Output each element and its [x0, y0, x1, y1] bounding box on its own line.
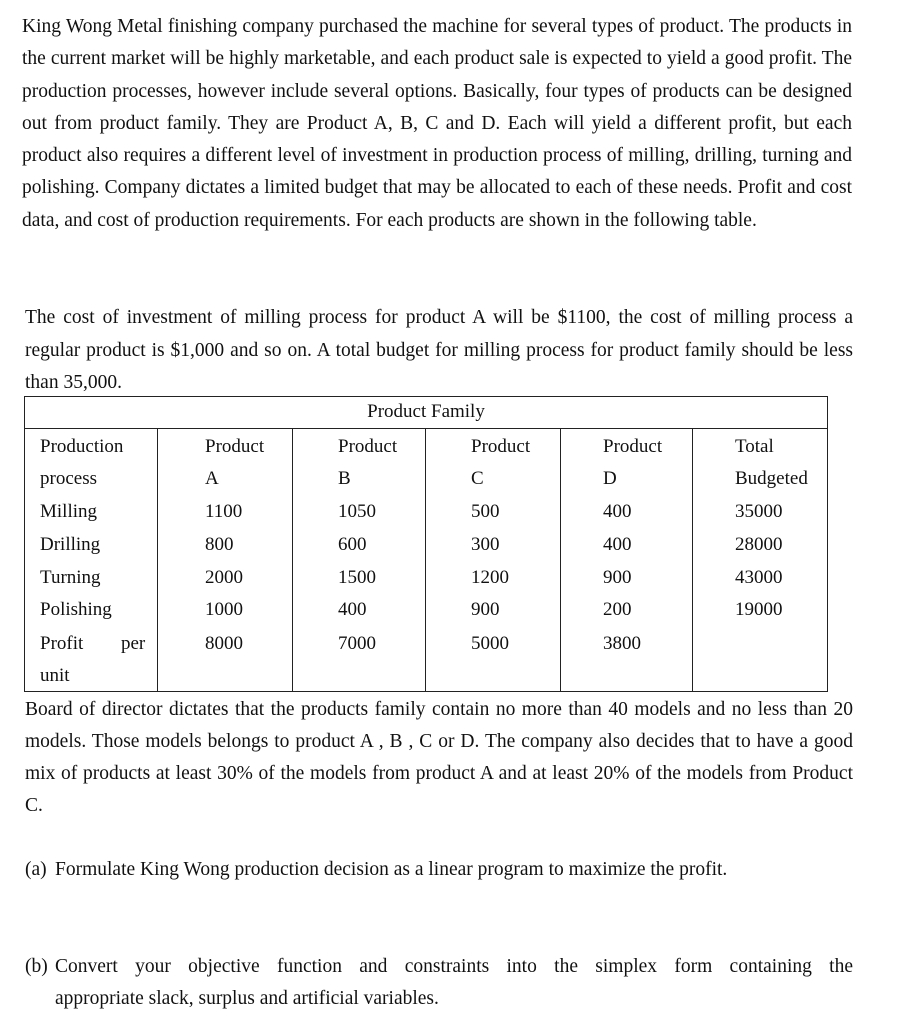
header-product-d-label: Product [603, 436, 663, 457]
cell-milling-a: 1100 [205, 501, 243, 522]
cell-polishing-b: 400 [338, 599, 367, 620]
cell-milling-b: 1050 [338, 501, 376, 522]
cell-milling-total: 35000 [735, 501, 783, 522]
header-total: Total [735, 436, 774, 457]
cell-drilling-c: 300 [471, 534, 500, 555]
header-product-c-label: Product [471, 436, 531, 457]
cell-polishing-a: 1000 [205, 599, 243, 620]
cell-drilling-d: 400 [603, 534, 632, 555]
cell-profit-a: 8000 [205, 633, 243, 654]
question-b-tag: (b) [25, 956, 48, 977]
table-group-header: Product Family [367, 401, 485, 422]
cell-polishing-c: 900 [471, 599, 500, 620]
row-label-milling: Milling [40, 501, 98, 522]
question-a [25, 854, 853, 886]
cell-drilling-a: 800 [205, 534, 234, 555]
cell-turning-b: 1500 [338, 567, 376, 588]
cell-turning-total: 43000 [735, 567, 783, 588]
header-product-a-label: Product [205, 436, 265, 457]
cell-drilling-total: 28000 [735, 534, 783, 555]
row-label-polishing: Polishing [40, 599, 112, 620]
header-product-b-label: Product [338, 436, 398, 457]
cost-note-paragraph: The cost of investment of milling process for product A will be $1100, the cost of milling process a regular product is $1,000 and so on. A total budget for milling process for product family should be less than 35,000. [25, 307, 853, 393]
question-b [25, 951, 853, 1015]
cell-turning-c: 1200 [471, 567, 509, 588]
header-production: Production [40, 436, 124, 457]
header-process: process [40, 468, 97, 489]
cell-polishing-d: 200 [603, 599, 632, 620]
header-budgeted: Budgeted [735, 468, 808, 489]
cell-profit-c: 5000 [471, 633, 509, 654]
cell-drilling-b: 600 [338, 534, 367, 555]
row-label-per: per [121, 633, 146, 654]
header-product-b: B [338, 468, 351, 489]
row-label-unit: unit [40, 665, 70, 686]
row-label-profit: Profit [40, 633, 84, 654]
cell-profit-d: 3800 [603, 633, 641, 654]
header-product-d: D [603, 468, 617, 489]
product-family-table [24, 396, 828, 692]
row-label-turning: Turning [40, 567, 101, 588]
header-product-c: C [471, 468, 484, 489]
question-a-tag: (a) [25, 859, 47, 880]
cell-milling-d: 400 [603, 501, 632, 522]
cell-milling-c: 500 [471, 501, 500, 522]
cell-polishing-total: 19000 [735, 599, 783, 620]
intro-paragraph: King Wong Metal finishing company purchased the machine for several types of product. The products in the current market will be highly marketable, and each product sale is expected to yield a good profit. The production processes, however include several options. Basically, four types of products can be designed out from product family. They are Product A, B, C and D. Each will yield a different profit, but each product also requires a different level of investment in production process of milling, drilling, turning and polishing. Company dictates a limited budget that may be allocated to each of these needs. Profit and cost data, and cost of production requirements. For each products are shown in the following table. [22, 16, 852, 231]
row-label-drilling: Drilling [40, 534, 101, 555]
board-note-paragraph: Board of director dictates that the products family contain no more than 40 models and no less than 20 models. Those models belongs to product A , B , C or D. The company also decides that to have a good mix of products at least 30% of the models from product A and at least 20% of the models from Product C. [25, 699, 853, 816]
question-a-text: Formulate King Wong production decision as a linear program to maximize the profit. [55, 859, 728, 880]
cell-profit-b: 7000 [338, 633, 376, 654]
header-product-a: A [205, 468, 219, 489]
question-b-line2: appropriate slack, surplus and artificial variables. [55, 988, 439, 1009]
question-b-line1: Convert your objective function and constraints into the simplex form containing the [55, 956, 853, 977]
cell-turning-d: 900 [603, 567, 632, 588]
cell-turning-a: 2000 [205, 567, 243, 588]
